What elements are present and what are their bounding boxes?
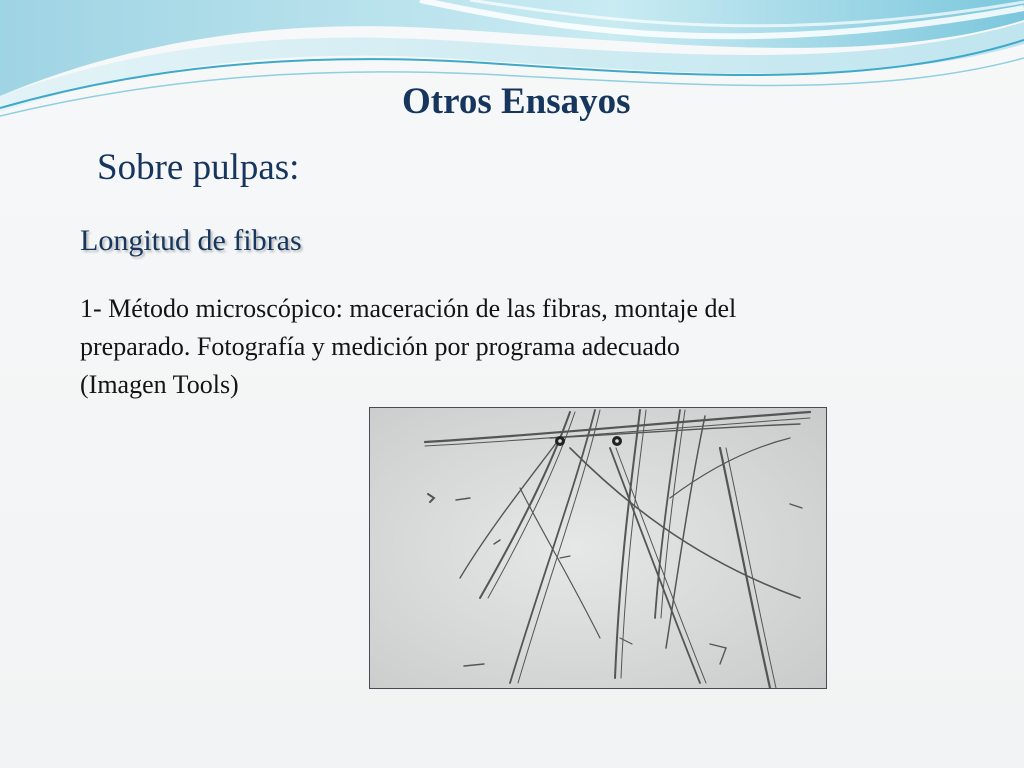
section-heading: Longitud de fibras [80, 224, 302, 257]
body-paragraph [80, 290, 980, 404]
body-line: preparado. Fotografía y medición por programa adecuado [80, 332, 680, 361]
fiber-micrograph-image [369, 407, 827, 689]
body-line: 1- Método microscópico: maceración de las fibras, montaje del [80, 294, 737, 323]
slide-subtitle: Sobre pulpas: [97, 147, 300, 188]
slide-title: Otros Ensayos [402, 81, 631, 122]
body-line: (Imagen Tools) [80, 370, 239, 399]
